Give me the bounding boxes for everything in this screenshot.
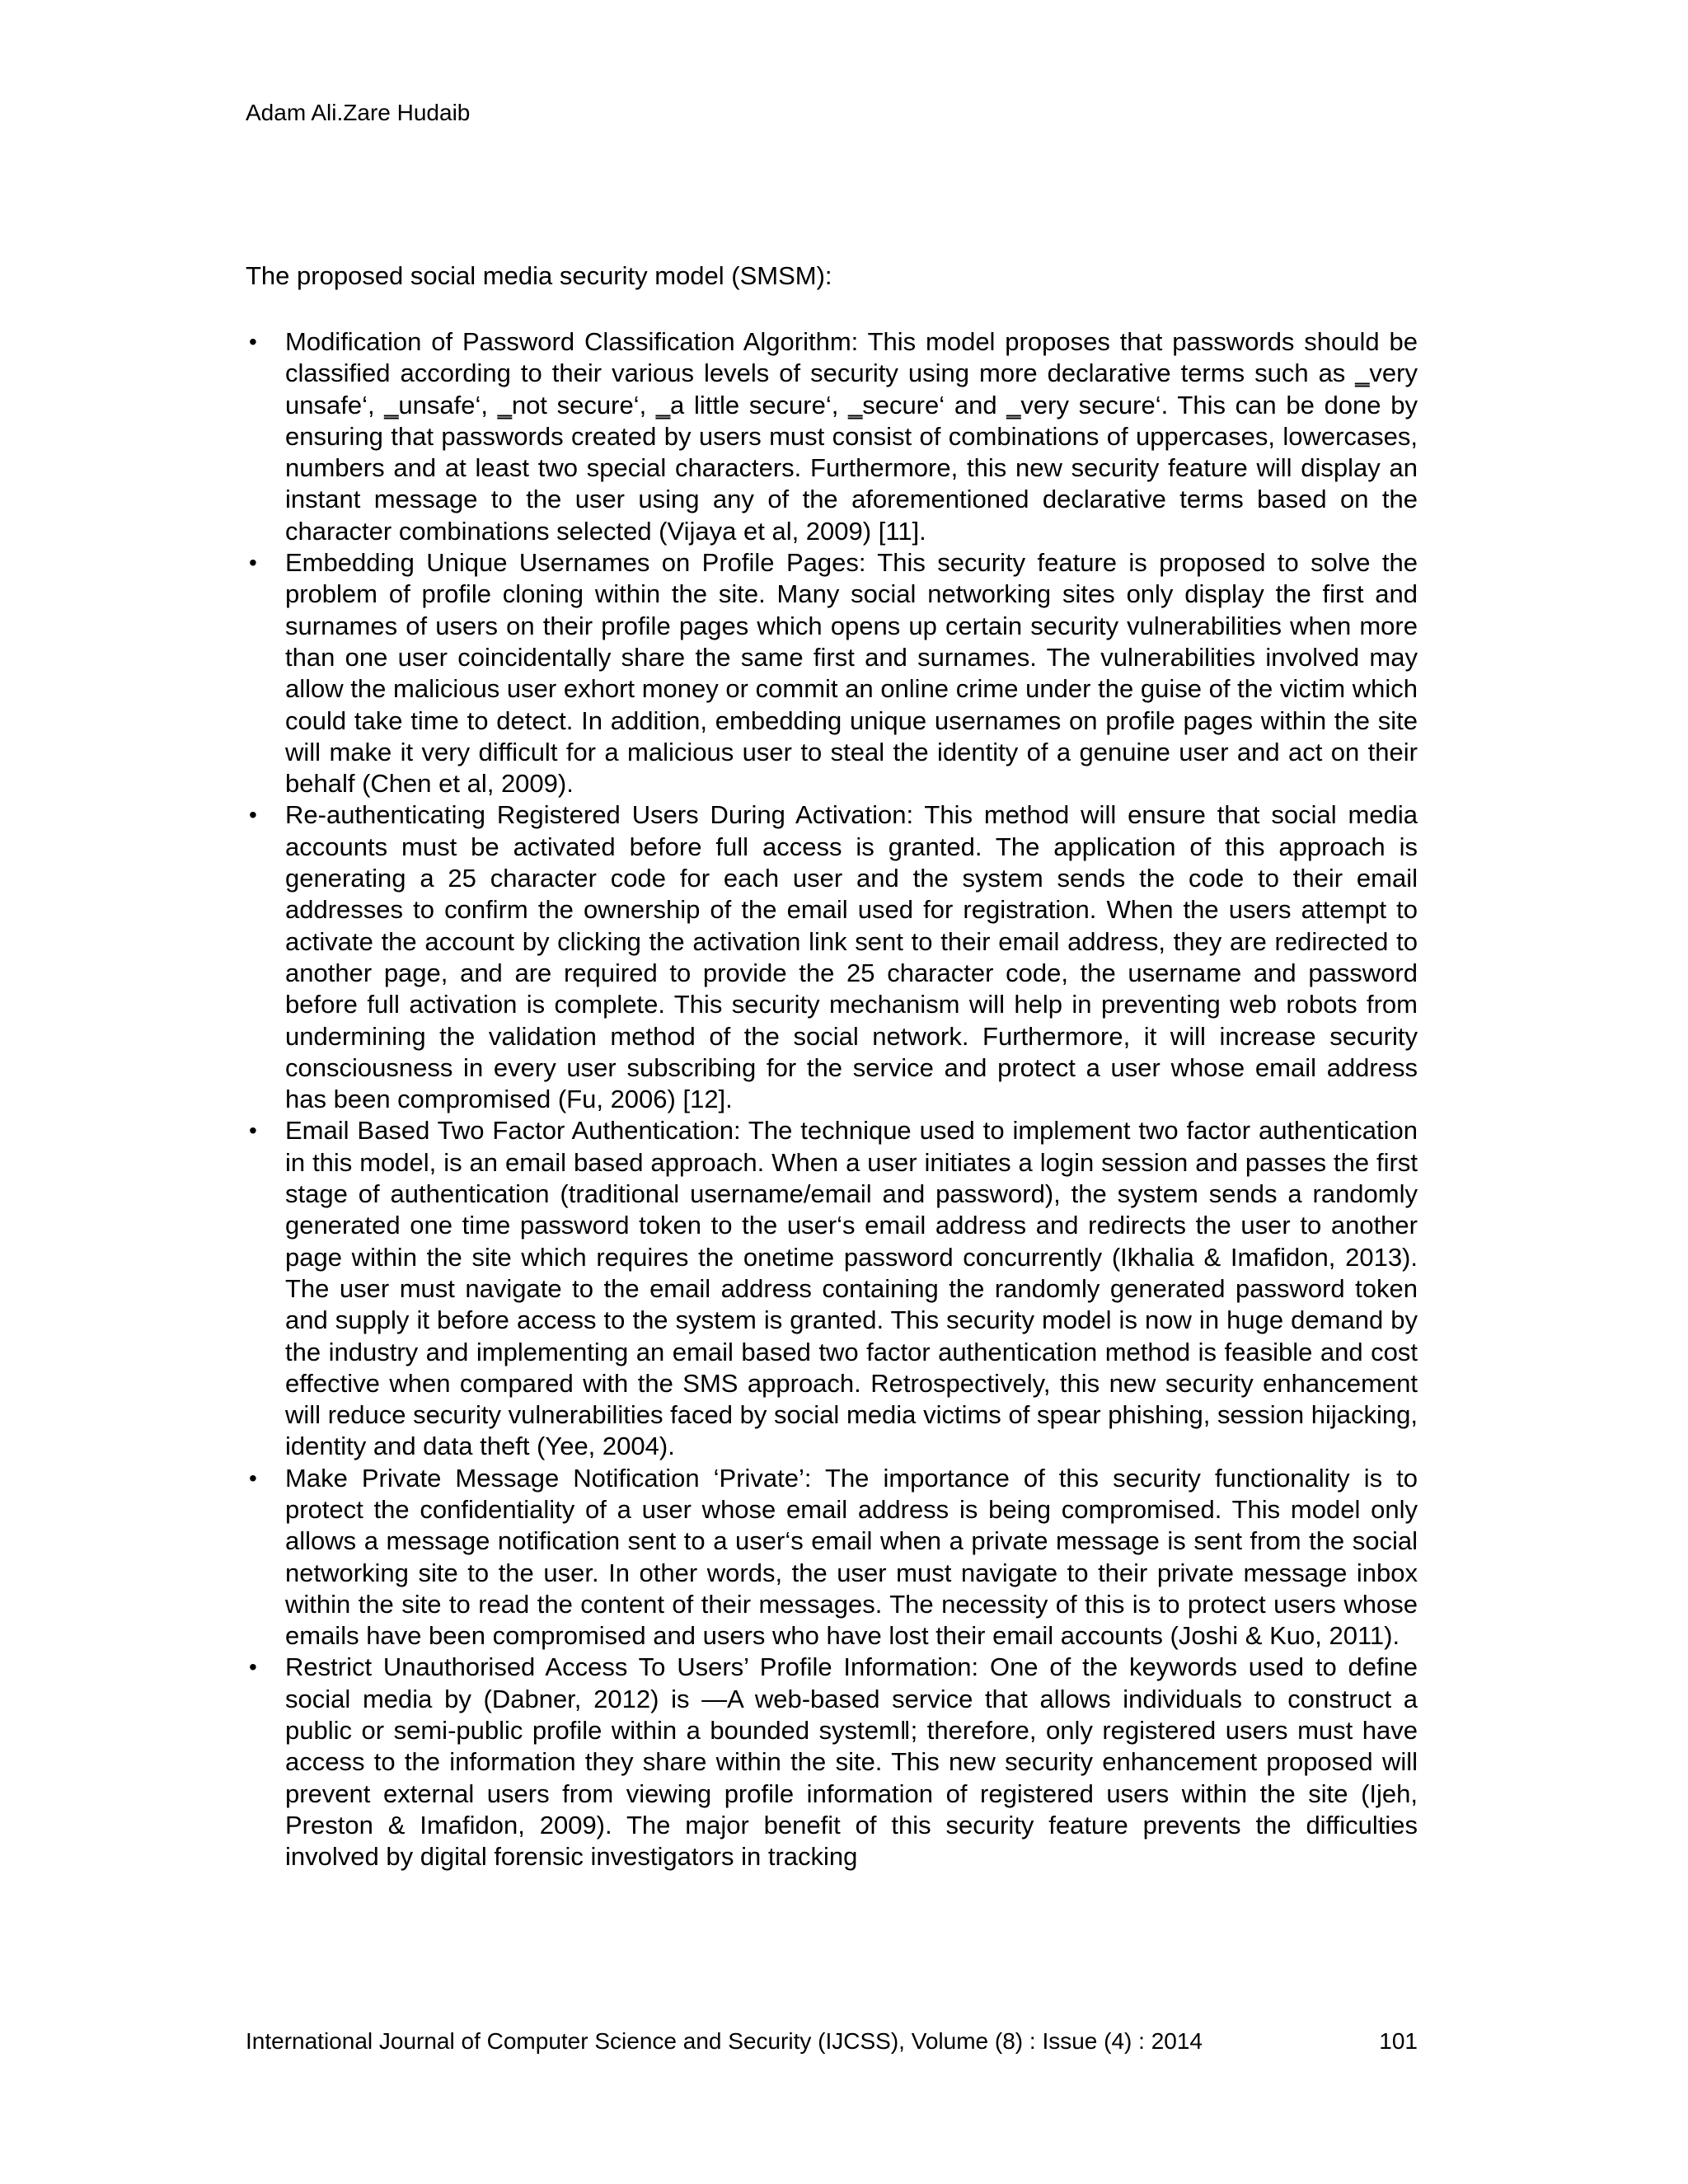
bullet-icon: •: [249, 802, 257, 828]
list-item-text: Re-authenticating Registered Users During Activation: This method will ensure that social media accounts must be activated before full access is granted. The application of this approach is generating a 25 character code for each user and the system sends the code to their email addresses to confirm the ownership of the email used for registration. When the users attempt to activate the account by clicking the activation link sent to their email address, they are redirected to another page, and are required to provide the 25 character code, the username and password before full activation is complete. This security mechanism will help in preventing web robots from undermining the validation method of the social network. Furthermore, it will increase security consciousness in every user subscribing for the service and protect a user whose email address has been compromised (Fu, 2006) [12].: [285, 800, 1418, 1114]
bullet-icon: •: [249, 329, 257, 354]
list-item: [246, 1652, 1418, 1872]
running-head-author: Adam Ali.Zare Hudaib: [246, 100, 471, 125]
list-item: [246, 799, 1418, 1115]
list-item: [246, 1115, 1418, 1462]
page-number: 101: [1379, 2028, 1418, 2054]
list-item: [246, 547, 1418, 799]
list-item-text: Make Private Message Notification ‘Private’: The importance of this security functionality is to protect the confidentiality of a user whose email address is being compromised. This model only allows a message notification sent to a user‘s email when a private message is sent from the social networking site to the user. In other words, the user must navigate to their private message inbox within the site to read the content of their messages. The necessity of this is to protect users whose emails have been compromised and users who have lost their email accounts (Joshi & Kuo, 2011).: [285, 1463, 1418, 1651]
bullet-icon: •: [249, 1118, 257, 1144]
footer-journal-citation: International Journal of Computer Science and Security (IJCSS), Volume (8) : Issue (4) : 2014: [246, 2028, 1203, 2054]
list-item-text: Email Based Two Factor Authentication: The technique used to implement two factor authentication in this model, is an email based approach. When a user initiates a login session and passes the first stage of authentication (traditional username/email and password), the system sends a randomly generated one time password token to the user‘s email address and redirects the user to another page within the site which requires the onetime password concurrently (Ikhalia & Imafidon, 2013). The user must navigate to the email address containing the randomly generated password token and supply it before access to the system is granted. This security model is now in huge demand by the industry and implementing an email based two factor authentication method is feasible and cost effective when compared with the SMS approach. Retrospectively, this new security enhancement will reduce security vulnerabilities faced by social media victims of spear phishing, session hijacking, identity and data theft (Yee, 2004).: [285, 1116, 1418, 1461]
bullet-icon: •: [249, 550, 257, 576]
list-item-text: Modification of Password Classification Algorithm: This model proposes that passwords should be classified according to their various levels of security using more declarative terms such as ‗very unsafe‘, ‗unsafe‘, ‗not secure‘, ‗a little secure‘, ‗secure‘ and ‗very secure‘. This can be done by ensuring that passwords created by users must consist of combinations of uppercases, lowercases, numbers and at least two special characters. Furthermore, this new security feature will display an instant message to the user using any of the aforementioned declarative terms based on the character combinations selected (Vijaya et al, 2009) [11].: [285, 327, 1418, 546]
list-item-text: Embedding Unique Usernames on Profile Pages: This security feature is proposed to solve the problem of profile cloning within the site. Many social networking sites only display the first and surnames of users on their profile pages which opens up certain security vulnerabilities when more than one user coincidentally share the same first and surnames. The vulnerabilities involved may allow the malicious user exhort money or commit an online crime under the guise of the victim which could take time to detect. In addition, embedding unique usernames on profile pages within the site will make it very difficult for a malicious user to steal the identity of a genuine user and act on their behalf (Chen et al, 2009).: [285, 548, 1418, 799]
section-intro: The proposed social media security model (SMSM):: [246, 261, 832, 290]
list-item: [246, 1463, 1418, 1652]
list-item-text: Restrict Unauthorised Access To Users’ Profile Information: One of the keywords used to define social media by (Dabner, 2012) is —A web-based service that allows individuals to construct a public or semi-public profile within a bounded system‖; therefore, only registered users must have access to the information they share within the site. This new security enhancement proposed will prevent external users from viewing profile information of registered users within the site (Ijeh, Preston & Imafidon, 2009). The major benefit of this security feature prevents the difficulties involved by digital forensic investigators in tracking: [285, 1652, 1418, 1872]
bullet-icon: •: [249, 1654, 257, 1680]
list-item: [246, 326, 1418, 547]
bullet-icon: •: [249, 1465, 257, 1491]
bullet-list: [246, 326, 1418, 1873]
